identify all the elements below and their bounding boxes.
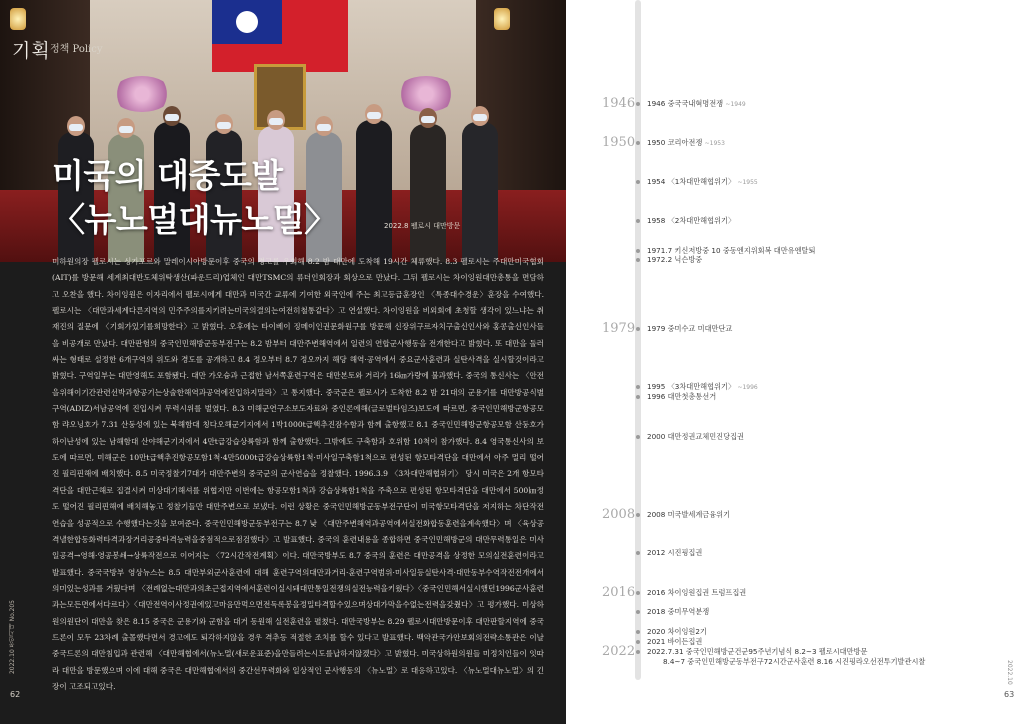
timeline-event: 2021 바이든집권 — [647, 637, 703, 646]
timeline-event: 1946 중국국내혁명전쟁 ~1949 — [647, 99, 746, 108]
timeline-dot — [636, 640, 640, 644]
timeline-event: 1996 대만첫총통선거 — [647, 392, 717, 401]
timeline-dot — [636, 551, 640, 555]
timeline-event: 2016 차이잉원집권 트럼프집권 — [647, 588, 747, 597]
timeline-event: 1972.2 닉슨방중 — [647, 255, 703, 264]
year-marker: 1979 — [602, 321, 636, 336]
timeline-dot — [636, 513, 640, 517]
headline — [52, 154, 337, 242]
timeline-dot — [636, 219, 640, 223]
page-number-left: 62 — [10, 690, 21, 699]
right-page-timeline — [566, 0, 1024, 724]
year-marker: 2016 — [602, 585, 636, 600]
timeline-dot — [636, 249, 640, 253]
person — [410, 124, 446, 262]
year-marker: 1946 — [602, 96, 636, 111]
timeline-dot — [636, 180, 640, 184]
taiwan-flag-icon — [212, 0, 348, 72]
timeline-event: 2022.7.31 중국인민해방군건군95주년기념식 8.2~3 펠로시대만방문 — [647, 647, 868, 656]
timeline-event: 1979 중미수교 미대만단교 — [647, 324, 733, 333]
timeline-event: 2000 대만정권교체민진당집권 — [647, 432, 744, 441]
running-header-right: 2022.10 — [1006, 660, 1013, 685]
timeline-dot — [636, 630, 640, 634]
timeline-dot — [636, 650, 640, 654]
section-title: 기획 — [12, 40, 51, 62]
section-subtitle: 정책 Policy — [50, 44, 103, 55]
flag-sun-icon — [236, 11, 258, 33]
timeline-event: 1950 코리아전쟁 ~1953 — [647, 138, 725, 147]
timeline-event: 2020 차이잉원2기 — [647, 627, 707, 636]
timeline-event: 1995 〈3차대만해협위기〉 ~1996 — [647, 382, 758, 391]
year-marker: 1950 — [602, 135, 636, 150]
timeline-event: 2008 미국발세계금융위기 — [647, 510, 731, 519]
timeline-dot — [636, 327, 640, 331]
photo-caption: 2022.8 펠로시 대만방문 — [384, 222, 461, 230]
orchid-flowers — [396, 76, 456, 112]
timeline-dot — [636, 435, 640, 439]
headline-line-2: 〈뉴노멀대뉴노멀〉 — [52, 200, 337, 239]
timeline-event: 1958 〈2차대만해협위기〉 — [647, 216, 736, 225]
timeline-event: 1954 〈1차대만해협위기〉 ~1955 — [647, 177, 758, 186]
timeline-dot — [636, 141, 640, 145]
timeline-event: 2012 시진핑집권 — [647, 548, 703, 557]
timeline-dot — [636, 591, 640, 595]
running-header-left: 2022.10 통일시대 No.205 — [9, 600, 16, 675]
timeline-event: 8.4~7 중국인민해방군동부전구72시간군사훈련 8.16 시진핑라오선전투기발관시찰 — [663, 657, 926, 666]
year-marker: 2022 — [602, 644, 636, 659]
wall-lamp-icon — [10, 8, 26, 30]
page-number-right: 63 — [1004, 690, 1015, 699]
timeline-dot — [636, 102, 640, 106]
timeline-dot — [636, 395, 640, 399]
year-marker: 2008 — [602, 507, 636, 522]
timeline-event: 2018 중미무역분쟁 — [647, 607, 710, 616]
person — [462, 122, 498, 262]
timeline-dot — [636, 258, 640, 262]
timeline-dot — [636, 610, 640, 614]
orchid-flowers — [112, 76, 172, 112]
headline-line-1: 미국의 대중도발 — [52, 156, 283, 195]
flag-canton — [212, 0, 282, 44]
wall-lamp-icon — [494, 8, 510, 30]
timeline-event: 1971.7 키신저방중 10 중동엔지위회복 대만유엔탈퇴 — [647, 246, 816, 255]
timeline-dot — [636, 385, 640, 389]
person — [356, 120, 392, 262]
article-body: 미하원의장 펠로시는 싱가포르와 말레이시아방문이후 중국의 경고를 우회해 8.2 밤 대만에 도착해 19시간 체류했다. 8.3 펠로시는 주대만미국협회(AIT)를 방문해 세계최대반도체위탁생산(파운드리)업체인 대만TSMC의 류더인회장과 회상으로 만났다. 그뒤 펠로시는 차이잉원대만총통을 면담하고 오찬을 했다. 차이잉원은 이자리에서 펠로시에게 대만과 미국간 교류에 기여한 외국인에 주는 최고등급훈장인 〈특종대수경운〉훈장을 수여했다. 펠로시는 〈대만과세계다른지역의 민주주의를지키려는미국의결의는여전히철통같다〉고 연설했다. 차이잉원을 비외회에 초청할 생각이 있느냐는 취재진의 질문에 〈기회가있기를희망한다〉고 밝혔다. 오후에는 타이베이 징메이인권문화원구를 방문해 신장위구르자치구출신인사와 홍콩출신인사들을 비공개로 만났다. 대만판험의 중국인민해방군동부전구는 8.2 밤부터 대만주변해역에서 일련의 연합군사행동을 전개한다고 밝혔다. 또 대만을 둘러싸는 형태로 설정한 6개구역의 위도와 경도를 공개하고 8.4 정오부터 8.7 정오까지 해당 해역·공역에서 중요군사훈련과 실탄사격을 실시할것이라고 밝혔다. 구역일부는 대만영해도 포함됐다. 대만 가오슝과 근접한 남서쪽훈련구역은 대만본토와 거리가 16㎞가량에 불과했다. 중국의 통신사는 〈안전을위해이기간관련선박과항공기는상술한해역과공역에진입하지말라〉고 통지했다. 중국군은 펠로시가 도착한 8.2 밤 21대의 군용기를 대만방공식별구역(ADIZ)서남공역에 진입시켜 무력시위를 벌였다. 8.3 미해군연구소보도자료와 중인론에해(글로벌타임즈)보도에 따르면, 중국인민해방군항공모함 랴오닝호가 7.31 산둥성에 있는 북해함대 칭다오해군기지에서 1박1000t급핵추진잠수함과 함께 출항했고 8.1 중국인민해방군항공모함 산둥호가 하이난성에 있는 남해함대 산야해군기지에서 4만t급강습상륙함과 함께 출항했다. 그밖에도 구축함과 호위함 10척이 참가했다. 8.4 영국통신사의 보도에 따르면, 미해군은 10만t급핵추진항공모함1척·4만5000t급강습상륙함1척·미사일구축함1척으로 편성된 항모타격단을 대만에서 아주 멀리 떨어진 필리핀해에 배치했다. 8.5 미국정찰기7대가 대만주변의 중국군의 군사연습을 정찰했다. 1996.3.9 〈3차대만해협위기〉 당시 미국은 2개 항모타격단을 대만근해로 집결시켜 미상대기해셔를 위협지만 이번에는 항공모함1척과 강습상륙함1척을 주축으로 편성된 항모타격단을 대만에서 500㎞정도 떨어진 필리핀해에 배치해놓고 정찰기들만 대만주변으로 보냈다. 이런 상황은 중국인민해방군동부전구단이 미국항모타격단을 저지하는 차단작전연습을 성공적으로 수행했다는것을 보여준다. 중국인민해방군동부전구는 8.7 낮 〈대만주변해역과공역에서실전화합동훈련을계속했다〉며 〈육상공격낼한합동화력타격과장거리공중타격능력을중점적으로점검했다〉고 발표했다. 중국의 훈련내용을 종합하면 중국인민해방군의 대만무력통일은 미사일공격→영해·영공봉쇄→상륙작전으로 이어지는 〈72시간작전계획〉이다. 대만국방부도 8.7 중국의 훈련은 대만공격을 상정한 모의실전훈련이라고 발표했다. 중국국방부 영상뉴스는 8.5 대만부외군사훈련에 대해 훈련구역의대만과거리·훈련구역범위·미사일등실탄사격·대만동부수역작전전개에서 의미있는성과를 거뒀다며 〈전례없는대만과의초근접지역에서훈련이실시돼대만통일전쟁의실전능력을키웠다〉〈중국인민해서실시했던1996군사훈련과는모든면에서다르다〉〈대만전역이사정권에있고마음만먹으면전독록봉을정밀타격할수있으며상대가막을수없는전력을갖췄다〉고 평가했다. 미상하원의원단이 대만을 찾은 8.15 중국은 군용기와 군함을 대거 동원해 실전훈련을 펼쳤다. 대만국방부는 8.29 펠로시대만방문이후 대만판할지역에 중국드론이 모두 23차례 출몰했다면서 경고에도 퇴각하지않을 경우 격추등 적절한 조치를 할수 있다고 발표했다. 백악관국가안보회의전략소통관은 이날 중국드론의 대만침입과 관련해 〈대만해협에서(뉴노멀(새로운표준)을만들려는시도를납하지않겠다〉고 밝혔다. 미국상하원의원들 미정치인들이 잇따라 대만을 방문했으며 이에 대해 중국은 대만해협에서의 중간선무력화와 일상적인 군사행동의 〈뉴노멀〉로 대응하고있다. 〈뉴노멀대뉴노멀〉의 긴장이 고조되고있다. — [52, 257, 544, 691]
